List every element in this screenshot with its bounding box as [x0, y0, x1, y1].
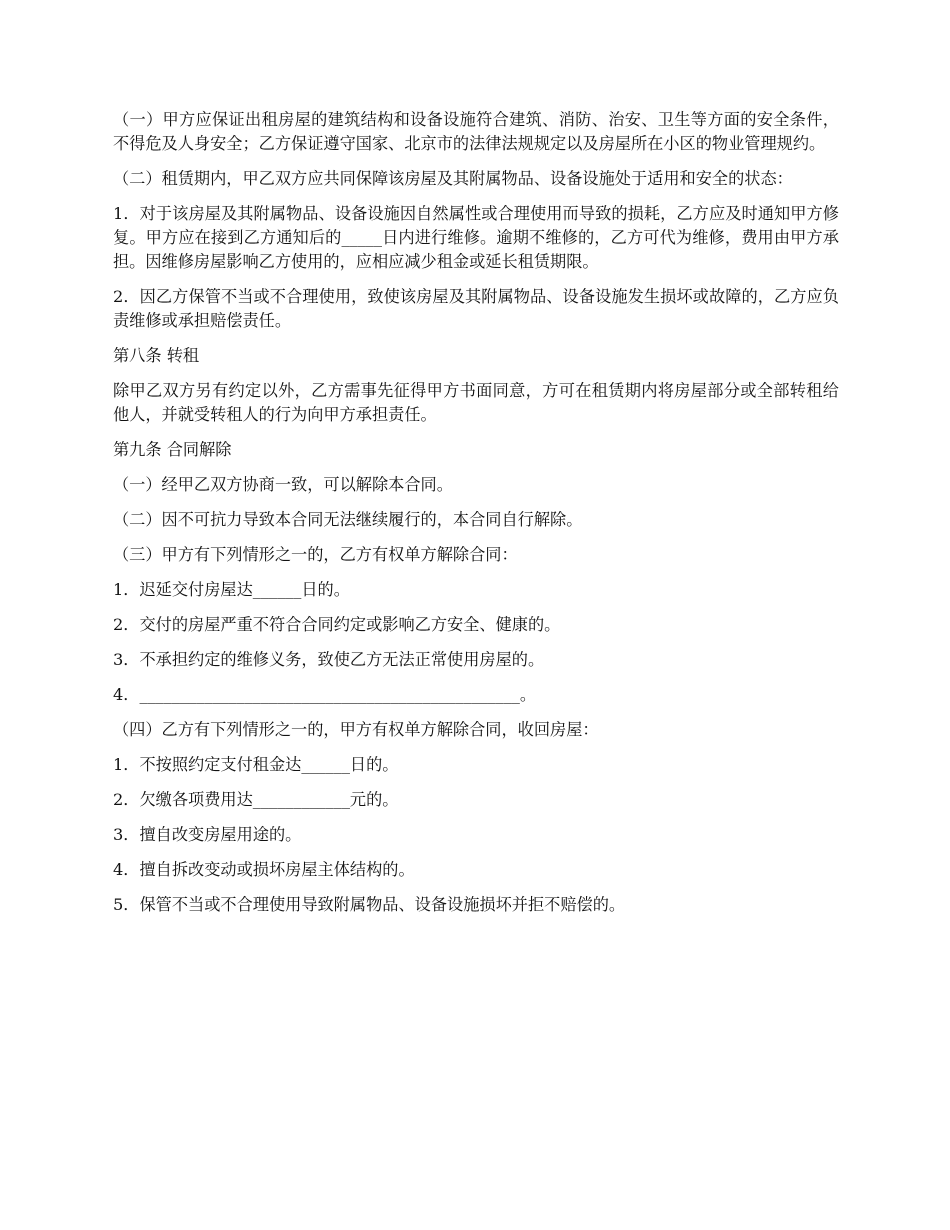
termination-force-majeure: （二）因不可抗力导致本合同无法继续履行的，本合同自行解除。 — [113, 510, 583, 529]
termination-by-landlord-intro: （四）乙方有下列情形之一的，甲方有权单方解除合同，收回房屋： — [113, 720, 599, 739]
termination-by-tenant-intro: （三）甲方有下列情形之一的，乙方有权单方解除合同： — [113, 545, 518, 564]
article-8-sublease-text: 除甲乙双方另有约定以外，乙方需事先征得甲方书面同意，方可在租赁期内将房屋部分或全部转租给他人，并就受转租人的行为向甲方承担责任。 — [113, 381, 839, 424]
tenant-termination-item-4: 4．_______________________________________________。 — [113, 685, 537, 704]
clause-maintenance-item-1: 1．对于该房屋及其附属物品、设备设施因自然属性或合理使用而导致的损耗，乙方应及时通知甲方修复。甲方应在接到乙方通知后的_____日内进行维修。逾期不维修的，乙方可代为维修，费用由甲方承担。因维修房屋影响乙方使用的，应相应减少租金或延长租赁期限。 — [113, 204, 839, 271]
termination-mutual: （一）经甲乙双方协商一致，可以解除本合同。 — [113, 475, 453, 494]
landlord-termination-item-2: 2．欠缴各项费用达____________元的。 — [113, 790, 399, 809]
tenant-termination-item-1: 1．迟延交付房屋达______日的。 — [113, 580, 350, 599]
article-8-heading: 第八条 转租 — [113, 346, 200, 365]
clause-joint-maintenance: （二）租赁期内，甲乙双方应共同保障该房屋及其附属物品、设备设施处于适用和安全的状态： — [113, 169, 793, 188]
article-9-heading: 第九条 合同解除 — [113, 440, 232, 459]
document-page — [113, 108, 839, 928]
landlord-termination-item-4: 4．擅自拆改变动或损坏房屋主体结构的。 — [113, 860, 415, 879]
landlord-termination-item-3: 3．擅自改变房屋用途的。 — [113, 825, 302, 844]
tenant-termination-item-3: 3．不承担约定的维修义务，致使乙方无法正常使用房屋的。 — [113, 650, 545, 669]
tenant-termination-item-2: 2．交付的房屋严重不符合合同约定或影响乙方安全、健康的。 — [113, 615, 561, 634]
clause-maintenance-item-2: 2．因乙方保管不当或不合理使用，致使该房屋及其附属物品、设备设施发生损坏或故障的，乙方应负责维修或承担赔偿责任。 — [113, 287, 839, 330]
landlord-termination-item-5: 5．保管不当或不合理使用导致附属物品、设备设施损坏并拒不赔偿的。 — [113, 895, 626, 914]
clause-safety-guarantee: （一）甲方应保证出租房屋的建筑结构和设备设施符合建筑、消防、治安、卫生等方面的安全条件，不得危及人身安全；乙方保证遵守国家、北京市的法律法规规定以及房屋所在小区的物业管理规约。 — [113, 110, 839, 153]
landlord-termination-item-1: 1．不按照约定支付租金达______日的。 — [113, 755, 399, 774]
